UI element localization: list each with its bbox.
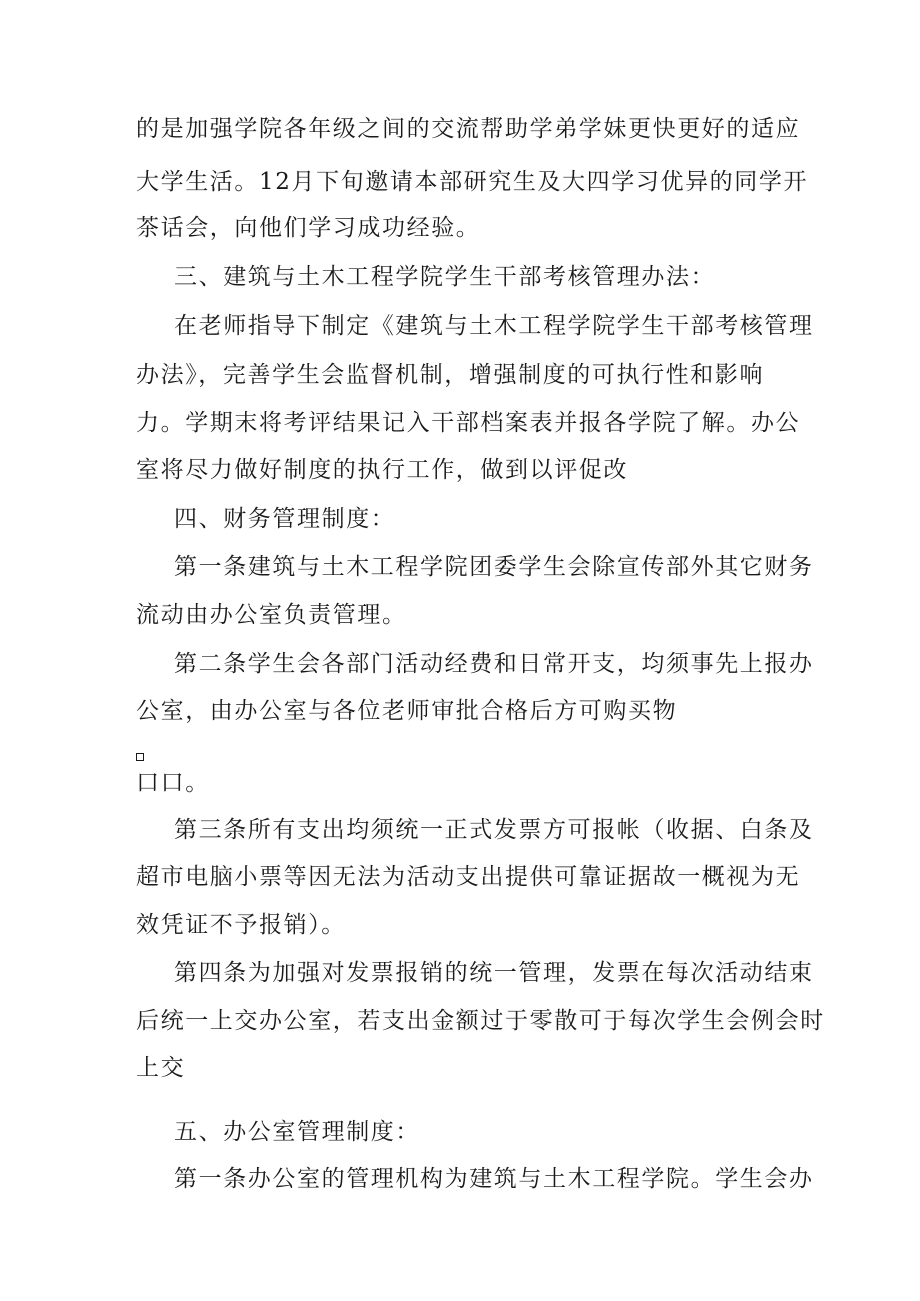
text-line: 第一条建筑与土木工程学院团委学生会除宣传部外其它财务 [174, 554, 814, 580]
text-line: 超市电脑小票等因无法为活动支出提供可靠证据故一概视为无 [136, 864, 801, 890]
text-line: 在老师指导下制定《建筑与土木工程学院学生干部考核管理 [174, 313, 814, 339]
text-line: 办法》，完善学生会监督机制，增强制度的可执行性和影响 [136, 362, 765, 388]
missing-glyph-box [136, 753, 144, 761]
text-line: 第三条所有支出均须统一正式发票方可报帐（收据、白条及 [174, 817, 814, 843]
text-line: 上交 [136, 1055, 186, 1081]
section-heading: 四、财务管理制度： [174, 506, 396, 532]
section-heading: 三、建筑与土木工程学院学生干部考核管理办法： [174, 264, 716, 290]
text-line: 力。学期末将考评结果记入干部档案表并报各学院了解。办公 [136, 410, 801, 436]
text-line: 效凭证不予报销）。 [136, 912, 346, 938]
text-line: 口口。 [136, 770, 210, 796]
text-line: 的是加强学院各年级之间的交流帮助学弟学妹更快更好的适应 [136, 116, 801, 142]
section-heading: 五、办公室管理制度： [174, 1119, 420, 1145]
text-line: 第二条学生会各部门活动经费和日常开支，均须事先上报办 [174, 651, 814, 677]
text-line: 大学生活。12月下旬邀请本部研究生及大四学习优异的同学开 [136, 169, 809, 195]
text-line: 室将尽力做好制度的执行工作，做到以评促改 [136, 457, 628, 483]
text-line: 后统一上交办公室，若支出金额过于零散可于每次学生会例会时 [136, 1008, 825, 1034]
text-line: 第一条办公室的管理机构为建筑与土木工程学院。学生会办 [174, 1166, 814, 1192]
text-line: 流动由办公室负责管理。 [136, 602, 407, 628]
text-line: 公室，由办公室与各位老师审批合格后方可购买物 [136, 698, 678, 724]
text-line: 第四条为加强对发票报销的统一管理，发票在每次活动结束 [174, 960, 814, 986]
text-line: 茶话会，向他们学习成功经验。 [136, 215, 481, 241]
